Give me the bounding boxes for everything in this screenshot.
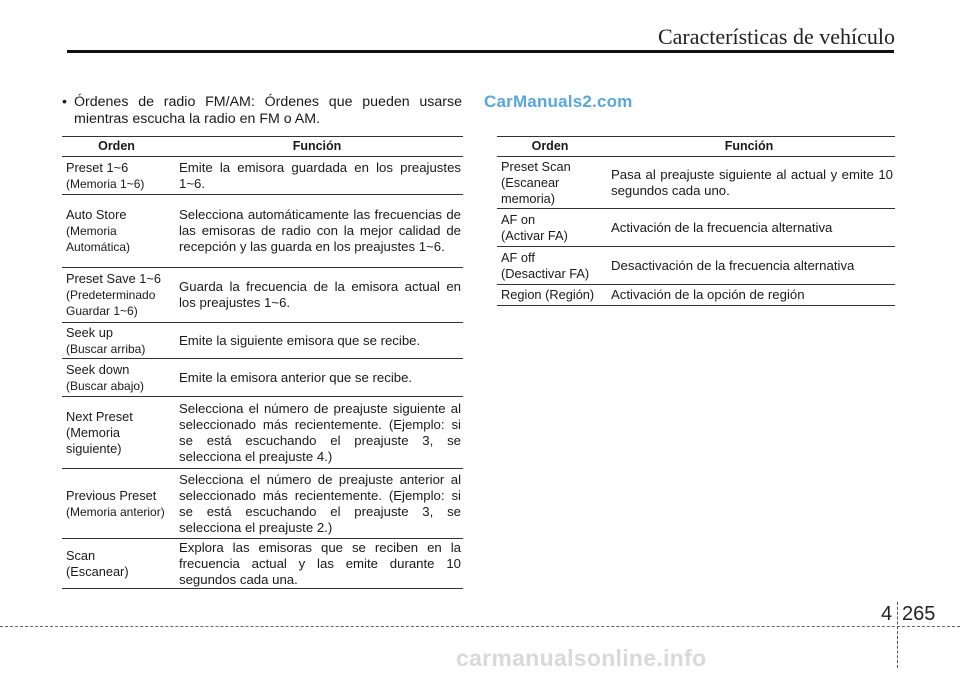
function-cell: [171, 397, 463, 469]
table-row: [62, 397, 463, 469]
command-translation: (Desactivar FA): [501, 265, 590, 281]
function-cell: [171, 359, 463, 397]
rds-commands-table: [497, 136, 895, 306]
function-text: Guarda la frecuencia de la emisora actual en los preajustes 1~6.: [179, 279, 461, 310]
function-cell: [171, 323, 463, 359]
column-header-funcion: Función: [603, 137, 895, 157]
command-translation: (Memoria 1~6): [66, 176, 145, 191]
function-text: Emite la emisora guardada en los preajustes 1~6.: [179, 159, 461, 191]
command-translation: (Escanear): [66, 563, 129, 579]
command-cell: [62, 268, 171, 323]
radio-commands-table: [62, 136, 463, 589]
function-cell: [171, 539, 463, 589]
function-cell: [603, 247, 895, 285]
command-cell: [497, 285, 603, 306]
command-cell: [497, 209, 603, 247]
table-row: [62, 195, 463, 268]
command-cell: [62, 469, 171, 539]
section-title: Características de vehículo: [657, 24, 895, 49]
table-row: [62, 268, 463, 323]
function-text: Desactivación de la frecuencia alternativa: [611, 257, 855, 273]
function-cell: [171, 157, 463, 195]
command-cell: [497, 157, 603, 209]
command-translation: (Escanear memoria): [501, 174, 560, 206]
command-translation: (Memoria anterior): [66, 504, 165, 519]
chapter-number: 4: [881, 603, 893, 625]
command-cell: [62, 397, 171, 469]
page-number-separator: [897, 602, 898, 668]
command-translation: (Buscar arriba): [66, 341, 146, 356]
command-name: Seek up: [66, 324, 113, 340]
table-row: [497, 209, 895, 247]
command-cell: [62, 323, 171, 359]
command-translation: (Memoria Automática): [66, 224, 131, 254]
table-row: [62, 359, 463, 397]
page-number: 265: [902, 603, 936, 625]
command-name: Preset Scan: [501, 158, 571, 174]
function-text: Activación de la opción de región: [611, 287, 805, 302]
bullet-marker: •: [62, 94, 67, 110]
function-cell: [171, 268, 463, 323]
function-text: Selecciona el número de preajuste siguiente al seleccionado más recientemente. (Ejemplo: si se está escuchando el preajuste 3, se selecciona el preajuste 4.): [179, 400, 461, 464]
command-cell: [62, 539, 171, 589]
command-name: Preset 1~6: [66, 159, 129, 175]
command-cell: [62, 157, 171, 195]
table-row: [497, 157, 895, 209]
command-cell: [497, 247, 603, 285]
function-cell: [603, 209, 895, 247]
function-cell: [171, 195, 463, 268]
table-header-row: [497, 137, 895, 157]
footer-dashed-rule: [0, 626, 960, 627]
watermark-logo: CarManuals2.com: [484, 92, 633, 111]
function-text: Selecciona el número de preajuste anterior al seleccionado más recientemente. (Ejemplo: si se está escuchando el preajuste 3, se selecciona el preajuste 2.): [179, 471, 461, 535]
command-name: Region (Región): [501, 287, 595, 302]
function-text: Emite la emisora anterior que se recibe.: [179, 369, 413, 385]
command-cell: [62, 195, 171, 268]
command-translation: (Memoria siguiente): [66, 424, 122, 456]
table-row: [62, 539, 463, 589]
command-name: AF off: [501, 249, 535, 265]
function-text: Explora las emisoras que se reciben en la frecuencia actual y las emite durante 10 segundos cada una.: [179, 539, 461, 587]
command-translation: (Predeterminado Guardar 1~6): [66, 288, 156, 318]
site-watermark: carmanualsonline.info: [456, 645, 707, 671]
function-text: Pasa al preajuste siguiente al actual y emite 10 segundos cada uno.: [611, 166, 893, 198]
command-name: Preset Save 1~6: [66, 271, 161, 286]
function-cell: [603, 285, 895, 306]
command-name: Auto Store: [66, 207, 127, 222]
column-header-orden: Orden: [62, 137, 171, 157]
column-header-funcion: Función: [171, 137, 463, 157]
column-header-orden: Orden: [497, 137, 603, 157]
table-header-row: [62, 137, 463, 157]
command-cell: [62, 359, 171, 397]
intro-text: Órdenes de radio FM/AM: Órdenes que pueden usarse mientras escucha la radio en FM o AM.: [74, 94, 462, 127]
command-translation: (Activar FA): [501, 227, 568, 243]
table-row: [497, 247, 895, 285]
command-name: AF on: [501, 211, 536, 227]
function-cell: [603, 157, 895, 209]
table-row: [62, 157, 463, 195]
table-row: [62, 323, 463, 359]
function-text: Activación de la frecuencia alternativa: [611, 219, 833, 235]
function-cell: [171, 469, 463, 539]
command-name: Previous Preset: [66, 487, 157, 503]
command-name: Next Preset: [66, 408, 133, 424]
command-name: Scan: [66, 547, 96, 563]
function-text: Selecciona automáticamente las frecuencias de las emisoras de radio con la mejor calidad de recepción y las guarda en los preajustes 1~6.: [179, 207, 461, 254]
table-row: [62, 469, 463, 539]
command-name: Seek down: [66, 361, 130, 377]
table-row: [497, 285, 895, 306]
command-translation: (Buscar abajo): [66, 378, 145, 393]
function-text: Emite la siguiente emisora que se recibe.: [179, 332, 421, 348]
header-rule: [67, 50, 894, 53]
intro-paragraph: [62, 94, 462, 128]
